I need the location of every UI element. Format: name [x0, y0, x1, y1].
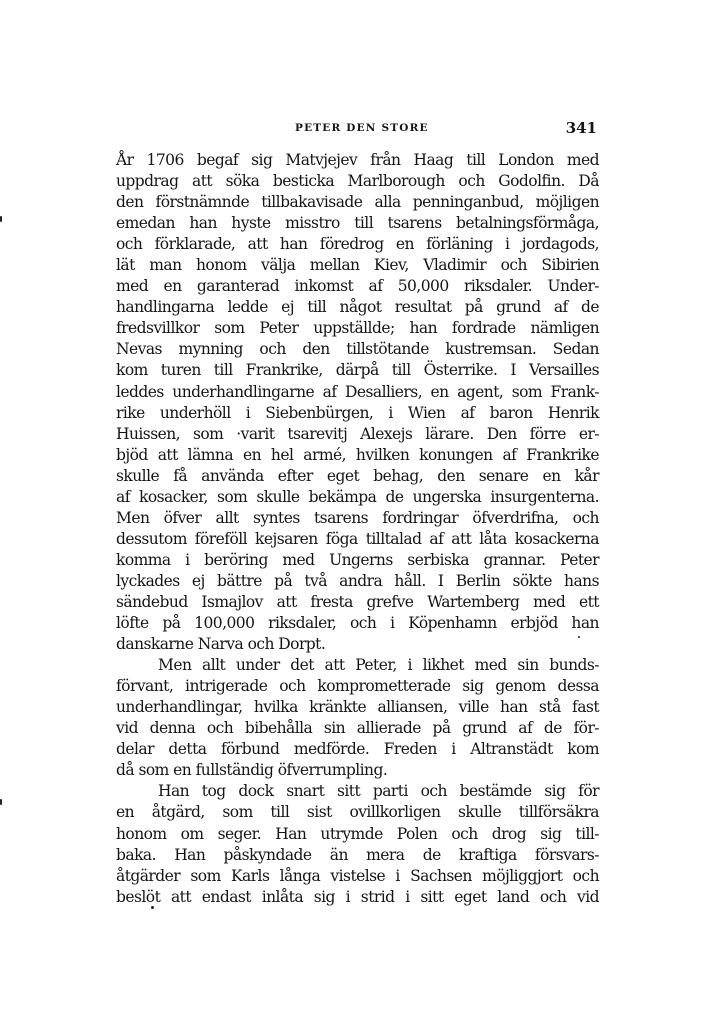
text-line: kom turen till Frankrike, därpå till Österrike. I Versailles — [116, 361, 599, 380]
paragraph-end-line: danskarne Narva och Dorpt. — [116, 635, 326, 654]
text-line: åtgärder som Karls långa vistelse i Sachsen möjliggjort och — [116, 866, 599, 885]
text-line: sändebud Ismajlov att fresta grefve Wartemberg med ett — [116, 592, 599, 611]
text-line: Huissen, som ·varit tsarevitj Alexejs lärare. Den förre er- — [116, 424, 599, 443]
body-text — [116, 150, 599, 908]
text-line: löfte på 100,000 riksdaler, och i Köpenhamn erbjöd han — [116, 614, 599, 633]
page-header — [116, 119, 599, 141]
text-line: bjöd att lämna en hel armé, hvilken konungen af Frankrike — [116, 445, 599, 464]
paragraph-start-line: Han tog dock snart sitt parti och bestämde sig för — [158, 782, 599, 801]
paper-speck — [151, 906, 154, 909]
running-title: PETER DEN STORE — [295, 122, 429, 134]
text-line: beslöt att endast inlåta sig i strid i sitt eget land och vid — [116, 887, 599, 906]
text-line: baka. Han påskyndade än mera de kraftiga försvars- — [116, 845, 599, 864]
text-line: År 1706 begaf sig Matvjejev från Haag till London med — [116, 151, 599, 169]
text-line: med en garanterad inkomst af 50,000 riksdaler. Under- — [116, 277, 599, 296]
text-line: af kosacker, som skulle bekämpa de ungerska insurgenterna. — [116, 487, 599, 506]
paragraph-start-line: Men allt under det att Peter, i likhet med sin bunds- — [158, 656, 599, 675]
text-line: handlingarna ledde ej till något resultat på grund af de — [116, 298, 599, 317]
paper-speck — [578, 636, 580, 638]
text-line: underhandlingar, hvilka kränkte alliansen, ville han stå fast — [116, 698, 599, 717]
text-line: en åtgärd, som till sist ovillkorligen skulle tillförsäkra — [116, 803, 599, 822]
page-number: 341 — [565, 119, 597, 137]
text-line: leddes underhandlingarne af Desalliers, en agent, som Frank- — [116, 382, 599, 401]
text-line: och förklarade, att han föredrog en förläning i jordagods, — [116, 235, 599, 254]
text-line: komma i beröring med Ungerns serbiska grannar. Peter — [116, 550, 599, 569]
text-line: Nevas mynning och den tillstötande kustremsan. Sedan — [116, 340, 599, 359]
text-line: emedan han hyste misstro till tsarens betalningsförmåga, — [116, 214, 599, 233]
paper-speck — [0, 799, 2, 805]
text-line: dessutom föreföll kejsaren föga tilltalad af att låta kosackerna — [116, 529, 599, 548]
text-line: skulle få använda efter eget behag, den senare en kår — [116, 466, 599, 485]
text-line: lyckades ej bättre på två andra håll. I Berlin sökte hans — [116, 571, 599, 590]
text-line: uppdrag att söka besticka Marlborough och Godolfin. Då — [116, 172, 599, 191]
paper-speck — [0, 216, 2, 222]
paragraph-end-line: då som en fullständig öfverrumpling. — [116, 761, 388, 780]
text-line: förvant, intrigerade och komprometterade sig genom dessa — [116, 677, 599, 696]
text-line: Men öfver allt syntes tsarens fordringar öfverdrifna, och — [116, 508, 599, 527]
text-line: delar detta förbund medförde. Freden i Altranstädt kom — [116, 740, 599, 759]
text-line: vid denna och bibehålla sin allierade på grund af de för- — [116, 719, 599, 738]
text-line: lät man honom välja mellan Kiev, Vladimir och Sibirien — [116, 256, 599, 275]
text-line: den förstnämnde tillbakavisade alla penninganbud, möjligen — [116, 193, 599, 212]
text-line: fredsvillkor som Peter uppställde; han fordrade nämligen — [116, 319, 599, 338]
text-line: rike underhöll i Siebenbürgen, i Wien af baron Henrik — [116, 403, 599, 422]
text-line: honom om seger. Han utrymde Polen och drog sig till- — [116, 824, 599, 843]
